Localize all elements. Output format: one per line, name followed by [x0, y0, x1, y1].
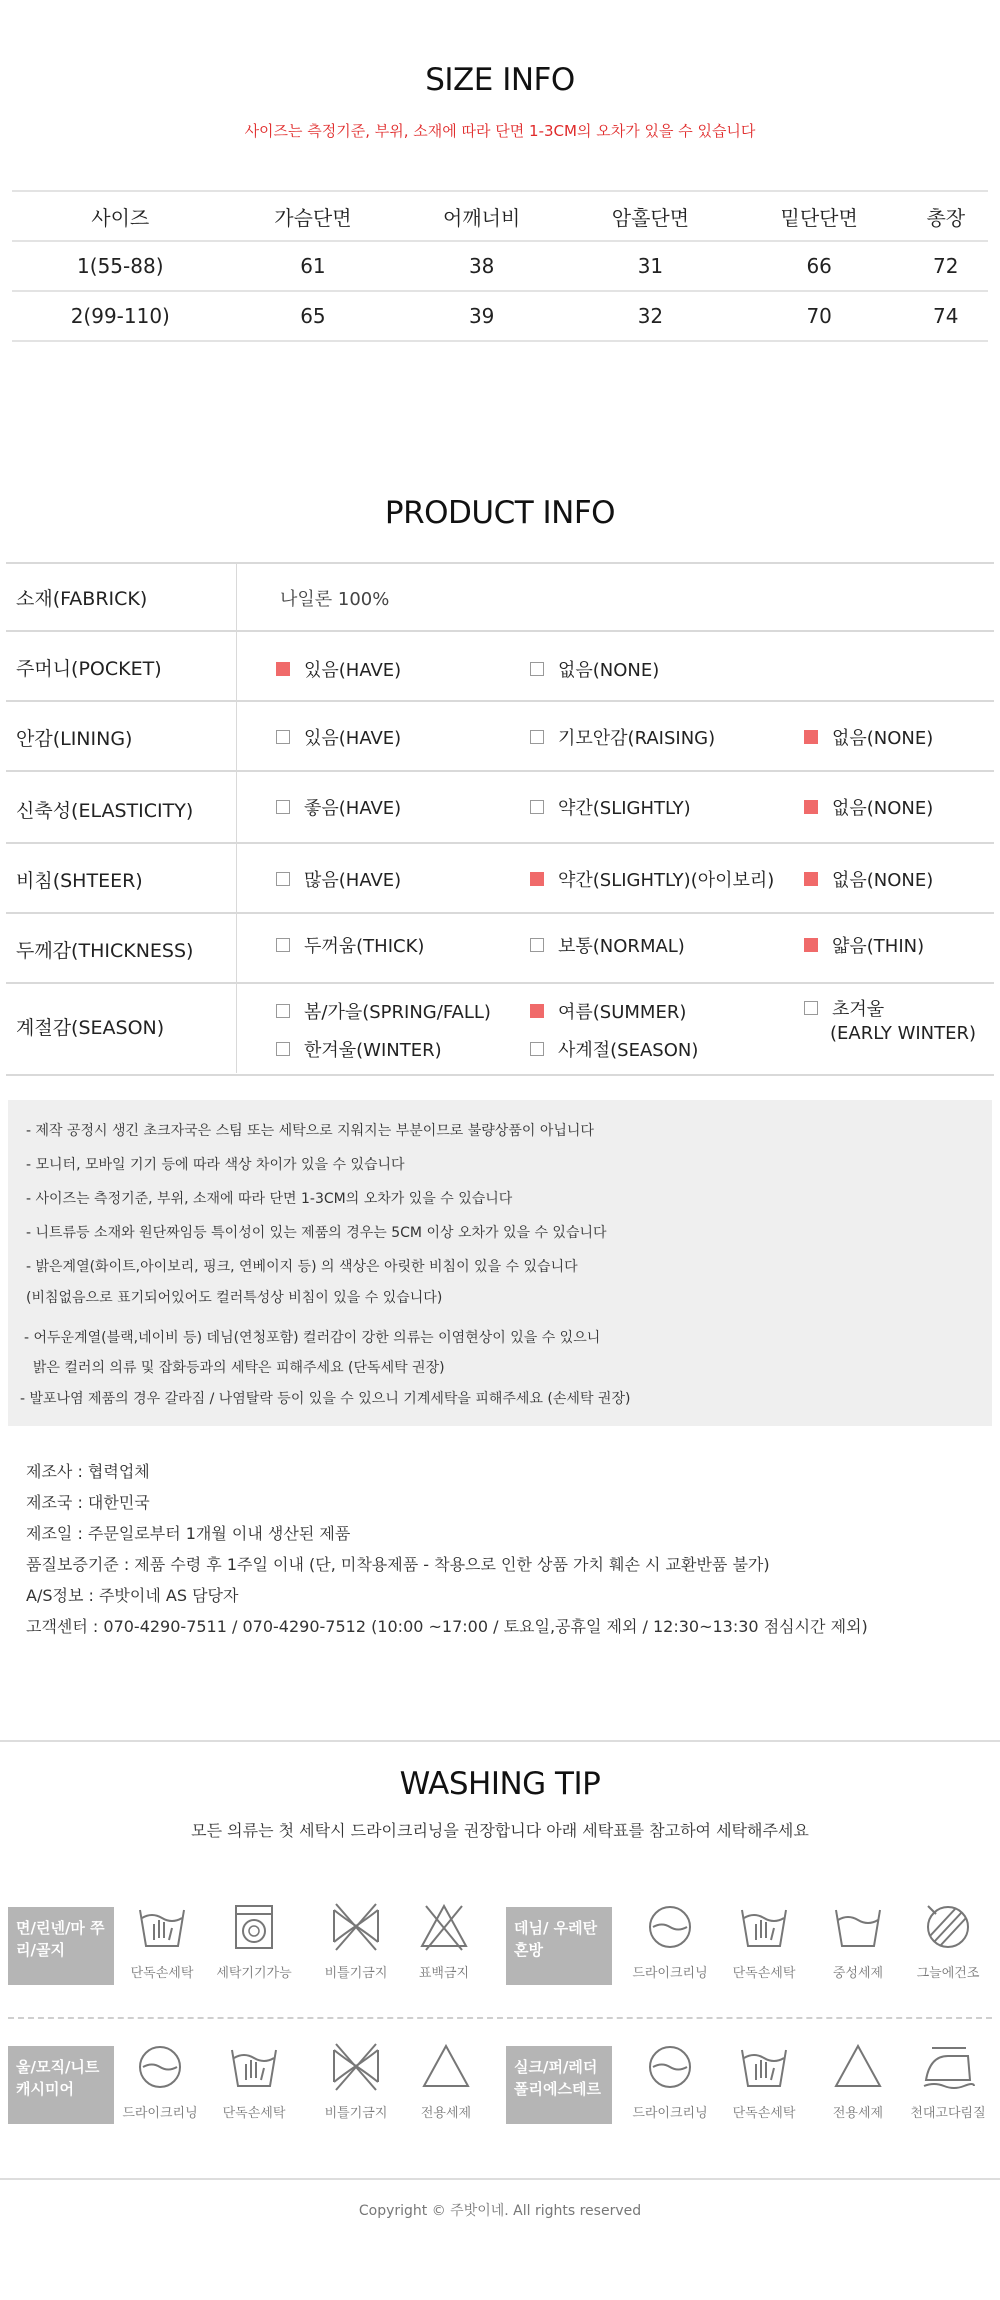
info-label-elasticity: 신축성(ELASTICITY) — [16, 800, 194, 822]
size-cell: 31 — [566, 241, 735, 291]
table-row — [12, 241, 988, 291]
checkbox-checked — [276, 662, 290, 676]
wash-item — [808, 1900, 908, 1981]
info-label-pocket: 주머니(POCKET) — [16, 658, 162, 680]
size-cell: 32 — [566, 291, 735, 341]
checkbox-unchecked — [276, 1042, 290, 1056]
wash-label: 중성세제 — [832, 1966, 884, 1981]
wash-category-cotton: 면/린넨/마 쭈리/골지 — [8, 1907, 114, 1985]
option-lining-have: 있음(HAVE) — [276, 724, 401, 750]
wash-category-denim: 데님/ 우레탄 혼방 — [506, 1907, 612, 1985]
size-cell: 66 — [735, 241, 904, 291]
mfg-line: 제조사 : 협력업체 — [26, 1462, 150, 1481]
option-sheer-none: 없음(NONE) — [804, 866, 933, 892]
detergent-icon — [418, 2040, 474, 2094]
info-label-thickness: 두께감(THICKNESS) — [16, 940, 194, 962]
mfg-line: 품질보증기준 : 제품 수령 후 1주일 이내 (단, 미착용제품 - 착용으로 인한 상품 가치 훼손 시 교환반품 불가) — [26, 1555, 770, 1574]
wash-label: 전용세제 — [420, 2106, 472, 2121]
checkbox-unchecked — [276, 938, 290, 952]
note-line: - 밝은계열(화이트,아이보리, 핑크, 연베이지 등) 의 색상은 아릿한 비침이 있을 수 있습니다 — [26, 1259, 578, 1275]
checkbox-unchecked — [804, 1001, 818, 1015]
note-line: - 발포나염 제품의 경우 갈라짐 / 나염탈락 등이 있을 수 있으니 기계세탁을 피해주세요 (손세탁 권장) — [20, 1391, 631, 1407]
wash-item — [204, 2040, 304, 2121]
option-thickness-normal: 보통(NORMAL) — [530, 932, 685, 958]
dry-clean-icon — [132, 2040, 188, 2094]
wash-label: 드라이크리닝 — [632, 1966, 708, 1981]
dry-clean-icon — [642, 2040, 698, 2094]
wash-label: 세탁기기가능 — [216, 1966, 292, 1981]
note-line: - 사이즈는 측정기준, 부위, 소재에 따라 단면 1-3CM의 오차가 있을 수 있습니다 — [26, 1191, 513, 1207]
info-row-fabric — [6, 564, 994, 632]
mfg-line: 제조일 : 주문일로부터 1개월 이내 생산된 제품 — [26, 1524, 351, 1543]
wash-item — [808, 2040, 908, 2121]
size-header-cell: 총장 — [904, 191, 988, 241]
size-cell: 38 — [397, 241, 566, 291]
hand-wash-icon — [736, 1900, 792, 1954]
checkbox-checked — [804, 800, 818, 814]
washing-tip-title: WASHING TIP — [399, 1766, 601, 1802]
product-info-title: PRODUCT INFO — [384, 495, 616, 531]
option-elasticity-have: 좋음(HAVE) — [276, 794, 401, 820]
size-header-cell: 암홀단면 — [566, 191, 735, 241]
wash-label: 천대고다림질 — [910, 2106, 986, 2121]
option-season-early-winter: 초겨울 (EARLY WINTER) — [804, 998, 976, 1046]
option-pocket-none: 없음(NONE) — [530, 656, 659, 682]
wash-label: 표백금지 — [418, 1966, 470, 1981]
wash-label: 단독손세탁 — [732, 2106, 796, 2121]
wash-label: 전용세제 — [832, 2106, 884, 2121]
checkbox-unchecked — [276, 800, 290, 814]
checkbox-checked — [530, 1004, 544, 1018]
option-season-winter: 한겨울(WINTER) — [276, 1036, 442, 1062]
hand-wash-icon — [134, 1900, 190, 1954]
checkbox-unchecked — [530, 1042, 544, 1056]
divider — [0, 2178, 1000, 2180]
divider — [8, 2017, 992, 2019]
size-info-note: 사이즈는 측정기준, 부위, 소재에 따라 단면 1-3CM의 오차가 있을 수 있습니다 — [244, 122, 756, 140]
checkbox-checked — [804, 872, 818, 886]
size-header-cell: 어깨너비 — [397, 191, 566, 241]
dry-clean-icon — [642, 1900, 698, 1954]
hand-wash-icon — [736, 2040, 792, 2094]
hand-wash-icon — [226, 2040, 282, 2094]
wash-label: 비틀기금지 — [324, 2106, 388, 2121]
wash-item — [394, 1900, 494, 1981]
wash-label: 드라이크리닝 — [632, 2106, 708, 2121]
size-cell: 72 — [904, 241, 988, 291]
no-twist-icon — [328, 2040, 384, 2094]
checkbox-unchecked — [530, 800, 544, 814]
wash-item — [620, 2040, 720, 2121]
note-line: - 니트류등 소재와 원단짜임등 특이성이 있는 제품의 경우는 5CM 이상 오차가 있을 수 있습니다 — [26, 1225, 607, 1241]
divider — [0, 1740, 1000, 1742]
size-header-cell: 밑단단면 — [735, 191, 904, 241]
checkbox-unchecked — [276, 730, 290, 744]
option-sheer-have: 많음(HAVE) — [276, 866, 401, 892]
checkbox-unchecked — [530, 730, 544, 744]
note-line: - 모니터, 모바일 기기 등에 따라 색상 차이가 있을 수 있습니다 — [26, 1157, 405, 1173]
note-line: 밝은 컬러의 의류 및 잡화등과의 세탁은 피해주세요 (단독세탁 권장) — [24, 1360, 445, 1376]
option-thickness-thin: 얇음(THIN) — [804, 932, 924, 958]
size-cell: 61 — [229, 241, 398, 291]
wash-item — [204, 1900, 304, 1981]
size-cell: 2(99-110) — [12, 291, 229, 341]
notes-box — [8, 1100, 992, 1426]
wash-item — [306, 1900, 406, 1981]
option-elasticity-slightly: 약간(SLIGHTLY) — [530, 794, 691, 820]
no-twist-icon — [328, 1900, 384, 1954]
wash-label: 드라이크리닝 — [122, 2106, 198, 2121]
note-line: - 어두운계열(블랙,네이비 등) 데님(연청포함) 컬러감이 강한 의류는 이염현상이 있을 수 있으니 — [24, 1330, 601, 1346]
size-cell: 65 — [229, 291, 398, 341]
no-bleach-icon — [416, 1900, 472, 1954]
wash-item — [898, 2040, 998, 2121]
wash-item — [714, 2040, 814, 2121]
shade-dry-icon — [920, 1900, 976, 1954]
info-label-fabric: 소재(FABRICK) — [16, 588, 148, 610]
detergent-icon — [830, 2040, 886, 2094]
info-label-season: 계절감(SEASON) — [16, 1017, 165, 1039]
wash-item — [898, 1900, 998, 1981]
note-line: (비침없음으로 표기되어있어도 컬러특성상 비침이 있을 수 있습니다) — [26, 1290, 443, 1306]
customer-center: 고객센터 : 070-4290-7511 / 070-4290-7512 (10:00 ~17:00 / 토요일,공휴일 제외 / 12:30~13:30 점심시간 제외) — [26, 1617, 868, 1636]
wash-label: 단독손세탁 — [732, 1966, 796, 1981]
checkbox-checked — [804, 730, 818, 744]
size-header-cell: 가슴단면 — [229, 191, 398, 241]
wash-label: 그늘에건조 — [916, 1966, 980, 1981]
size-cell: 1(55-88) — [12, 241, 229, 291]
option-thickness-thick: 두꺼움(THICK) — [276, 932, 424, 958]
wash-item — [620, 1900, 720, 1981]
checkbox-unchecked — [530, 938, 544, 952]
wash-item — [714, 1900, 814, 1981]
option-lining-raising: 기모안감(RAISING) — [530, 724, 715, 750]
wash-label: 단독손세탁 — [130, 1966, 194, 1981]
size-table-header — [12, 191, 988, 241]
size-table — [12, 190, 988, 342]
size-cell: 39 — [397, 291, 566, 341]
size-header-cell: 사이즈 — [12, 191, 229, 241]
wash-item — [306, 2040, 406, 2121]
option-pocket-have: 있음(HAVE) — [276, 656, 401, 682]
neutral-detergent-icon — [830, 1900, 886, 1954]
wash-category-silk: 실크/퍼/레더 폴리에스테르 — [506, 2046, 612, 2124]
wash-label: 단독손세탁 — [222, 2106, 286, 2121]
checkbox-checked — [804, 938, 818, 952]
wash-item — [110, 2040, 210, 2121]
info-label-lining: 안감(LINING) — [16, 728, 133, 750]
fabric-value: 나일론 100% — [280, 589, 390, 610]
checkbox-unchecked — [276, 872, 290, 886]
option-lining-none: 없음(NONE) — [804, 724, 933, 750]
option-season-spring-fall: 봄/가을(SPRING/FALL) — [276, 998, 491, 1024]
wash-item — [112, 1900, 212, 1981]
checkbox-unchecked — [276, 1004, 290, 1018]
wash-item — [396, 2040, 496, 2121]
option-sheer-slightly: 약간(SLIGHTLY)(아이보리) — [530, 866, 774, 892]
option-season-all: 사계절(SEASON) — [530, 1036, 698, 1062]
size-cell: 70 — [735, 291, 904, 341]
washing-machine-icon — [226, 1900, 282, 1954]
checkbox-checked — [530, 872, 544, 886]
option-season-summer: 여름(SUMMER) — [530, 998, 686, 1024]
size-cell: 74 — [904, 291, 988, 341]
footer-copyright: Copyright © 주밧이네. All rights reserved — [358, 2203, 642, 2219]
washing-subtitle: 모든 의류는 첫 세탁시 드라이크리닝을 권장합니다 아래 세탁표를 참고하여 세탁해주세요 — [191, 1821, 809, 1840]
wash-label: 비틀기금지 — [324, 1966, 388, 1981]
info-label-sheer: 비침(SHTEER) — [16, 870, 143, 892]
wash-category-wool: 울/모직/니트 캐시미어 — [8, 2046, 114, 2124]
size-info-title: SIZE INFO — [425, 62, 575, 98]
iron-cloth-icon — [920, 2040, 976, 2094]
mfg-line: A/S정보 : 주밧이네 AS 담당자 — [26, 1586, 239, 1605]
note-line: - 제작 공정시 생긴 초크자국은 스팀 또는 세탁으로 지워지는 부분이므로 불량상품이 아닙니다 — [26, 1123, 594, 1139]
table-row — [12, 291, 988, 341]
mfg-line: 제조국 : 대한민국 — [26, 1493, 150, 1512]
checkbox-unchecked — [530, 662, 544, 676]
option-elasticity-none: 없음(NONE) — [804, 794, 933, 820]
